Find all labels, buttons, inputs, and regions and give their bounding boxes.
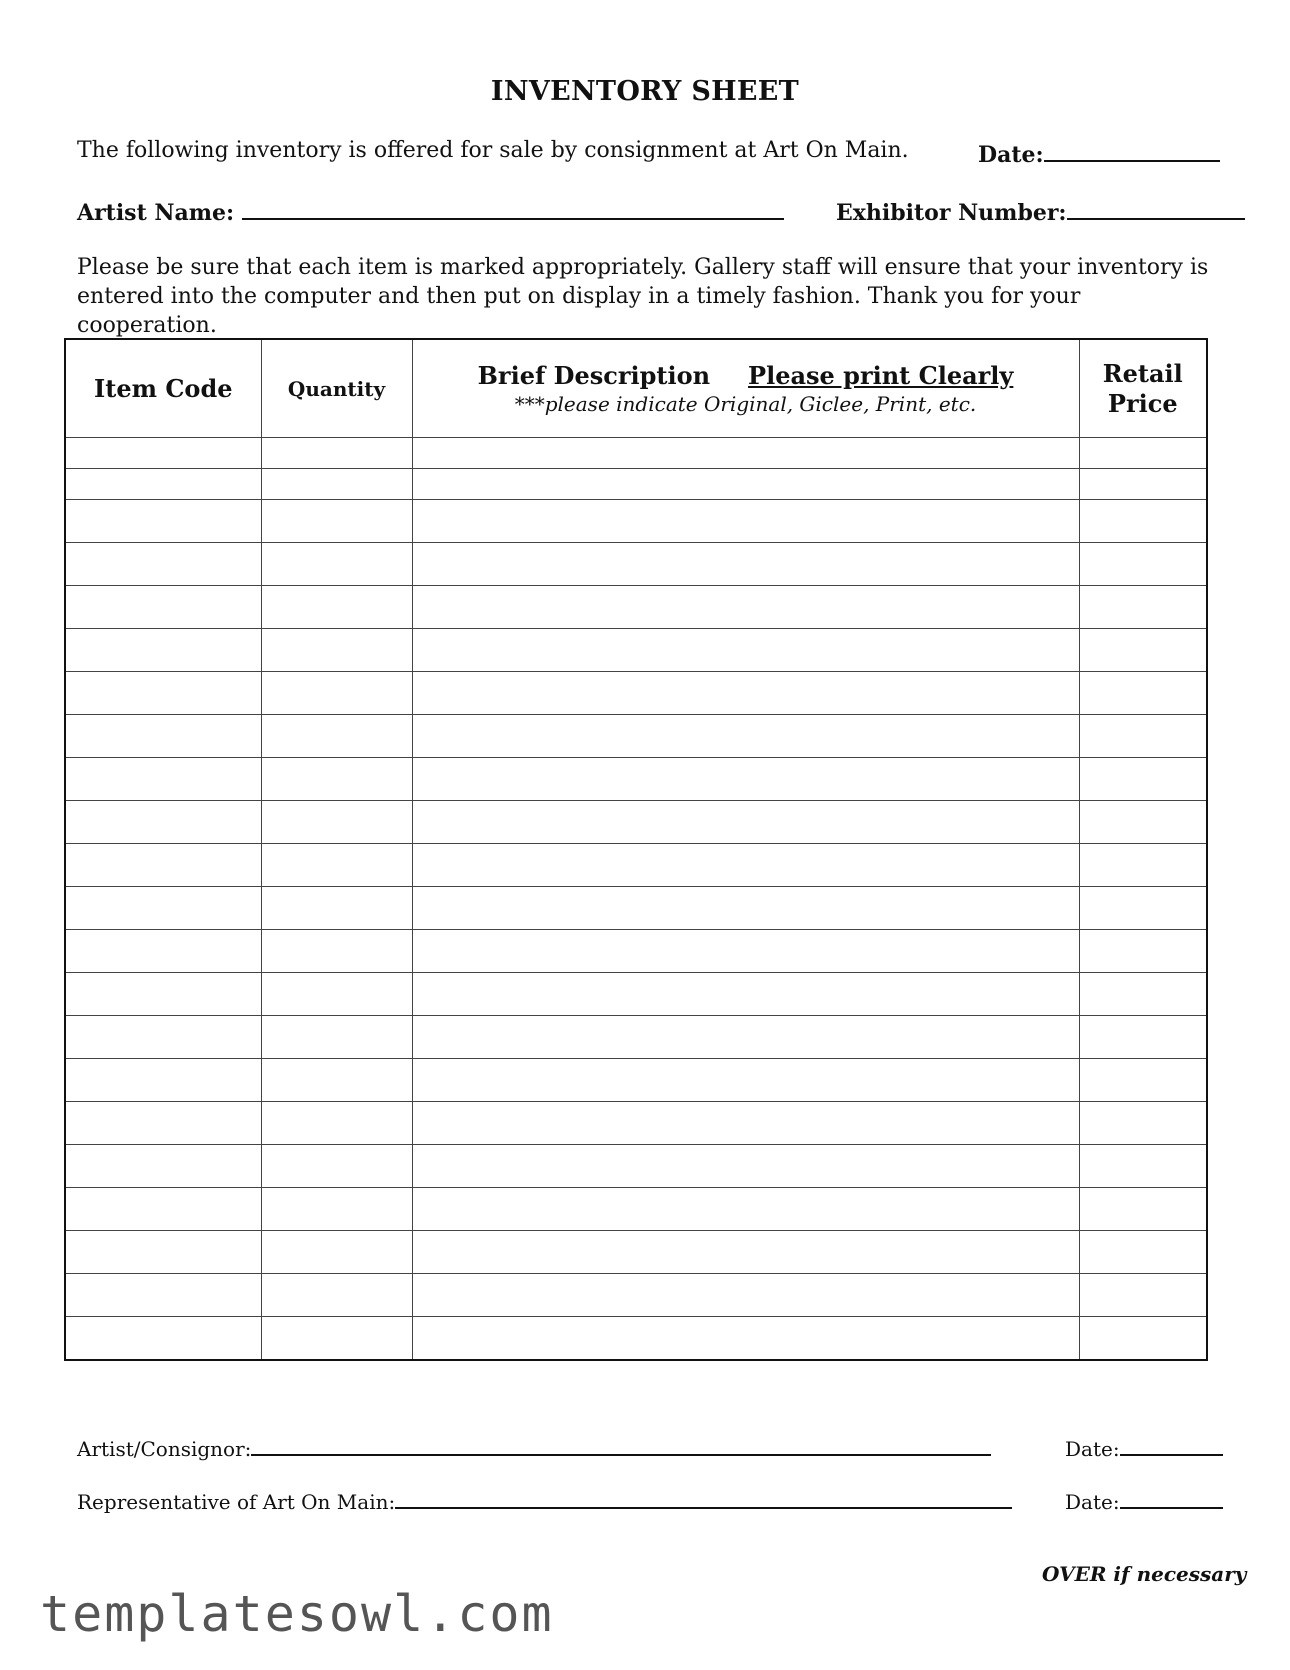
quantity-cell[interactable] [261, 1102, 412, 1145]
item-code-cell[interactable] [65, 1231, 261, 1274]
description-heading: Brief Description [477, 361, 711, 390]
table-row [65, 844, 1207, 887]
item-code-cell[interactable] [65, 930, 261, 973]
table-header-row [65, 339, 1207, 438]
quantity-cell[interactable] [261, 1274, 412, 1317]
description-cell[interactable] [412, 1016, 1079, 1059]
table-row [65, 930, 1207, 973]
print-clearly-note: Please print Clearly [748, 361, 1014, 390]
quantity-cell[interactable] [261, 438, 412, 469]
table-row [65, 973, 1207, 1016]
artist-date-label: Date: [1065, 1437, 1120, 1461]
artist-consignor-line[interactable] [251, 1434, 991, 1456]
description-cell[interactable] [412, 930, 1079, 973]
item-code-cell[interactable] [65, 973, 261, 1016]
quantity-cell[interactable] [261, 801, 412, 844]
description-cell[interactable] [412, 844, 1079, 887]
description-cell[interactable] [412, 758, 1079, 801]
item-code-cell[interactable] [65, 887, 261, 930]
quantity-cell[interactable] [261, 1317, 412, 1361]
artist-date-field [1065, 1434, 1223, 1461]
table-row [65, 629, 1207, 672]
description-cell[interactable] [412, 1317, 1079, 1361]
table-row [65, 887, 1207, 930]
item-code-cell[interactable] [65, 1059, 261, 1102]
exhibitor-number-field [836, 196, 1245, 226]
table-row [65, 672, 1207, 715]
quantity-cell[interactable] [261, 1188, 412, 1231]
quantity-cell[interactable] [261, 930, 412, 973]
table-row [65, 1317, 1207, 1361]
table-row [65, 758, 1207, 801]
item-code-cell[interactable] [65, 672, 261, 715]
artist-consignor-signature [77, 1434, 991, 1461]
table-row [65, 1231, 1207, 1274]
retail-price-cell[interactable] [1079, 758, 1207, 801]
description-type-note: ***please indicate Original, Giclee, Print, etc. [514, 392, 977, 416]
quantity-cell[interactable] [261, 1231, 412, 1274]
quantity-cell[interactable] [261, 500, 412, 543]
item-code-cell[interactable] [65, 1102, 261, 1145]
table-row [65, 801, 1207, 844]
instructions-text: Please be sure that each item is marked appropriately. Gallery staff will ensure that your inventory is entered into the computer and then put on display in a timely fashion. Thank you for your cooperation. [77, 255, 1209, 338]
retail-price-cell[interactable] [1079, 973, 1207, 1016]
item-code-cell[interactable] [65, 438, 261, 469]
table-row [65, 1145, 1207, 1188]
representative-date-label: Date: [1065, 1490, 1120, 1514]
retail-price-cell[interactable] [1079, 887, 1207, 930]
artist-consignor-label: Artist/Consignor: [77, 1437, 252, 1461]
table-row [65, 500, 1207, 543]
col-header-retail-price: Retail Price [1079, 339, 1207, 438]
item-code-cell[interactable] [65, 1145, 261, 1188]
description-cell[interactable] [412, 1145, 1079, 1188]
description-cell[interactable] [412, 672, 1079, 715]
representative-line[interactable] [395, 1487, 1012, 1509]
quantity-cell[interactable] [261, 758, 412, 801]
watermark: templatesowl.com [40, 1585, 554, 1643]
item-code-cell[interactable] [65, 758, 261, 801]
inventory-body [65, 438, 1207, 1361]
item-code-cell[interactable] [65, 715, 261, 758]
table-row [65, 469, 1207, 500]
description-cell[interactable] [412, 469, 1079, 500]
representative-date-line[interactable] [1120, 1487, 1223, 1509]
quantity-cell[interactable] [261, 586, 412, 629]
item-code-cell[interactable] [65, 844, 261, 887]
retail-price-cell[interactable] [1079, 543, 1207, 586]
retail-price-cell[interactable] [1079, 1102, 1207, 1145]
description-cell[interactable] [412, 1274, 1079, 1317]
artist-date-line[interactable] [1120, 1434, 1223, 1456]
retail-price-cell[interactable] [1079, 715, 1207, 758]
quantity-cell[interactable] [261, 973, 412, 1016]
representative-label: Representative of Art On Main: [77, 1490, 396, 1514]
quantity-cell[interactable] [261, 887, 412, 930]
quantity-cell[interactable] [261, 1059, 412, 1102]
retail-price-cell[interactable] [1079, 1317, 1207, 1361]
retail-price-cell[interactable] [1079, 672, 1207, 715]
representative-date-field [1065, 1487, 1223, 1514]
exhibitor-number-input-line[interactable] [1067, 196, 1245, 220]
date-label: Date: [978, 142, 1044, 168]
retail-price-cell[interactable] [1079, 844, 1207, 887]
item-code-cell[interactable] [65, 801, 261, 844]
quantity-cell[interactable] [261, 1016, 412, 1059]
item-code-cell[interactable] [65, 1317, 261, 1361]
item-code-cell[interactable] [65, 500, 261, 543]
table-row [65, 1016, 1207, 1059]
retail-price-cell[interactable] [1079, 1274, 1207, 1317]
retail-price-cell[interactable] [1079, 438, 1207, 469]
retail-price-cell[interactable] [1079, 930, 1207, 973]
description-cell[interactable] [412, 500, 1079, 543]
col-header-description [412, 339, 1079, 438]
quantity-cell[interactable] [261, 1145, 412, 1188]
retail-price-cell[interactable] [1079, 586, 1207, 629]
retail-price-cell[interactable] [1079, 1188, 1207, 1231]
quantity-cell[interactable] [261, 672, 412, 715]
quantity-cell[interactable] [261, 469, 412, 500]
description-cell[interactable] [412, 887, 1079, 930]
table-row [65, 586, 1207, 629]
description-cell[interactable] [412, 586, 1079, 629]
table-row [65, 1274, 1207, 1317]
item-code-cell[interactable] [65, 1274, 261, 1317]
description-cell[interactable] [412, 973, 1079, 1016]
table-row [65, 1188, 1207, 1231]
description-cell[interactable] [412, 1188, 1079, 1231]
representative-signature [77, 1487, 1012, 1514]
description-cell[interactable] [412, 629, 1079, 672]
quantity-cell[interactable] [261, 629, 412, 672]
intro-text: The following inventory is offered for sale by consignment at Art On Main. [77, 138, 909, 163]
description-cell[interactable] [412, 438, 1079, 469]
artist-name-label: Artist Name: [77, 200, 235, 226]
date-field [978, 138, 1220, 168]
description-cell[interactable] [412, 543, 1079, 586]
item-code-cell[interactable] [65, 586, 261, 629]
description-cell[interactable] [412, 801, 1079, 844]
retail-price-cell[interactable] [1079, 1145, 1207, 1188]
retail-price-cell[interactable] [1079, 500, 1207, 543]
artist-name-input-line[interactable] [242, 196, 784, 220]
quantity-cell[interactable] [261, 844, 412, 887]
item-code-cell[interactable] [65, 543, 261, 586]
table-row [65, 1059, 1207, 1102]
col-header-quantity: Quantity [261, 339, 412, 438]
col-header-item-code: Item Code [65, 339, 261, 438]
item-code-cell[interactable] [65, 1016, 261, 1059]
artist-name-field [77, 196, 784, 226]
item-code-cell[interactable] [65, 1188, 261, 1231]
quantity-cell[interactable] [261, 543, 412, 586]
retail-price-cell[interactable] [1079, 1016, 1207, 1059]
table-row [65, 543, 1207, 586]
item-code-cell[interactable] [65, 629, 261, 672]
retail-price-cell[interactable] [1079, 1231, 1207, 1274]
description-cell[interactable] [412, 1231, 1079, 1274]
retail-price-cell[interactable] [1079, 469, 1207, 500]
quantity-cell[interactable] [261, 715, 412, 758]
exhibitor-number-label: Exhibitor Number: [836, 200, 1067, 226]
item-code-cell[interactable] [65, 469, 261, 500]
table-row [65, 438, 1207, 469]
table-row [65, 715, 1207, 758]
description-cell[interactable] [412, 715, 1079, 758]
description-cell[interactable] [412, 1102, 1079, 1145]
page-title: INVENTORY SHEET [490, 76, 800, 107]
inventory-table [64, 338, 1208, 1361]
over-note: OVER if necessary [1042, 1562, 1247, 1586]
retail-price-cell[interactable] [1079, 629, 1207, 672]
table-row [65, 1102, 1207, 1145]
date-input-line[interactable] [1044, 138, 1220, 162]
description-cell[interactable] [412, 1059, 1079, 1102]
retail-price-cell[interactable] [1079, 1059, 1207, 1102]
retail-price-cell[interactable] [1079, 801, 1207, 844]
